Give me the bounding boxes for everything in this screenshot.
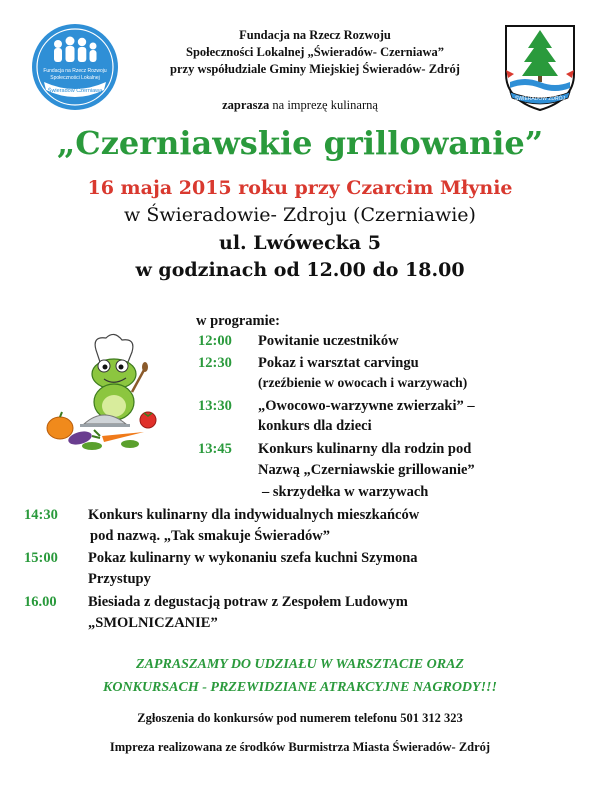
program-time: 15:00 (24, 550, 58, 566)
funding-line: Impreza realizowana ze środków Burmistrza Miasta Świeradów- Zdrój (109, 740, 491, 754)
program-item-text: „SMOLNICZANIE” (88, 615, 218, 631)
organizer-line-1: Fundacja na Rzecz Rozwoju (239, 28, 391, 42)
program-item-text: konkurs dla dzieci (258, 418, 372, 434)
event-street: ul. Lwówecka 5 (219, 232, 381, 254)
call-to-action-line-1: ZAPRASZAMY DO UDZIAŁU W WARSZTACIE ORAZ (136, 657, 464, 672)
program-time: 14:30 (24, 507, 58, 523)
chef-frog-illustration (44, 332, 164, 454)
program-item-text: Konkurs kulinarny dla rodzin pod (258, 441, 472, 457)
program-time: 13:45 (198, 441, 232, 457)
program-item-text: Powitanie uczestników (258, 333, 399, 349)
invite-word: zaprasza (222, 98, 270, 112)
logo-text-2: Społeczności Lokalnej (50, 75, 100, 81)
program-item-text: Konkurs kulinarny dla indywidualnych mieszkańców (88, 507, 420, 523)
program-item-text: Przystupy (88, 571, 151, 587)
program-time: 13:30 (198, 398, 232, 414)
event-title: „Czerniawskie grillowanie” (56, 124, 544, 162)
organizer-line-3: przy współudziale Gminy Miejskiej Świeradów- Zdrój (170, 62, 460, 76)
program-time: 16.00 (24, 594, 57, 610)
program-item-text: Nazwą „Czerniawskie grillowanie” (258, 462, 475, 478)
program-item-text: „Owocowo-warzywne zwierzaki” – (258, 398, 475, 414)
program-item-text: Pokaz kulinarny w wykonaniu szefa kuchni Szymona (88, 550, 418, 566)
event-hours: w godzinach od 12.00 do 18.00 (135, 259, 465, 281)
program-item-text: – skrzydełka w warzywach (262, 484, 429, 500)
program-heading: w programie: (196, 313, 280, 329)
program-time: 12:00 (198, 333, 232, 349)
logo-text-1: Fundacja na Rzecz Rozwoju (43, 68, 107, 74)
event-place: w Świeradowie- Zdroju (Czerniawie) (124, 204, 476, 226)
contact-line: Zgłoszenia do konkursów pod numerem telefonu 501 312 323 (137, 711, 463, 725)
event-date: 16 maja 2015 roku przy Czarcim Młynie (87, 177, 513, 199)
program-time: 12:30 (198, 355, 232, 371)
program-item-text: (rzeźbienie w owocach i warzywach) (258, 375, 468, 390)
logo-ribbon-text: Świeradów Czerniawa (47, 88, 103, 94)
program-item-text: pod nazwą. „Tak smakuje Świeradów” (90, 528, 330, 544)
program-item-text: Biesiada z degustacją potraw z Zespołem Ludowym (88, 594, 408, 610)
organizer-line-2: Społeczności Lokalnej „Świeradów- Czerniawa” (186, 45, 444, 59)
program-item-text: Pokaz i warsztat carvingu (258, 355, 419, 371)
call-to-action-line-2: KONKURSACH - PRZEWIDZIANE ATRAKCYJNE NAGRODY!!! (103, 680, 497, 695)
crest-ribbon-text: ŚWIERADÓW ZDRÓJ (515, 96, 565, 102)
invitation-line (0, 98, 600, 113)
invite-rest: na imprezę kulinarną (272, 98, 378, 112)
